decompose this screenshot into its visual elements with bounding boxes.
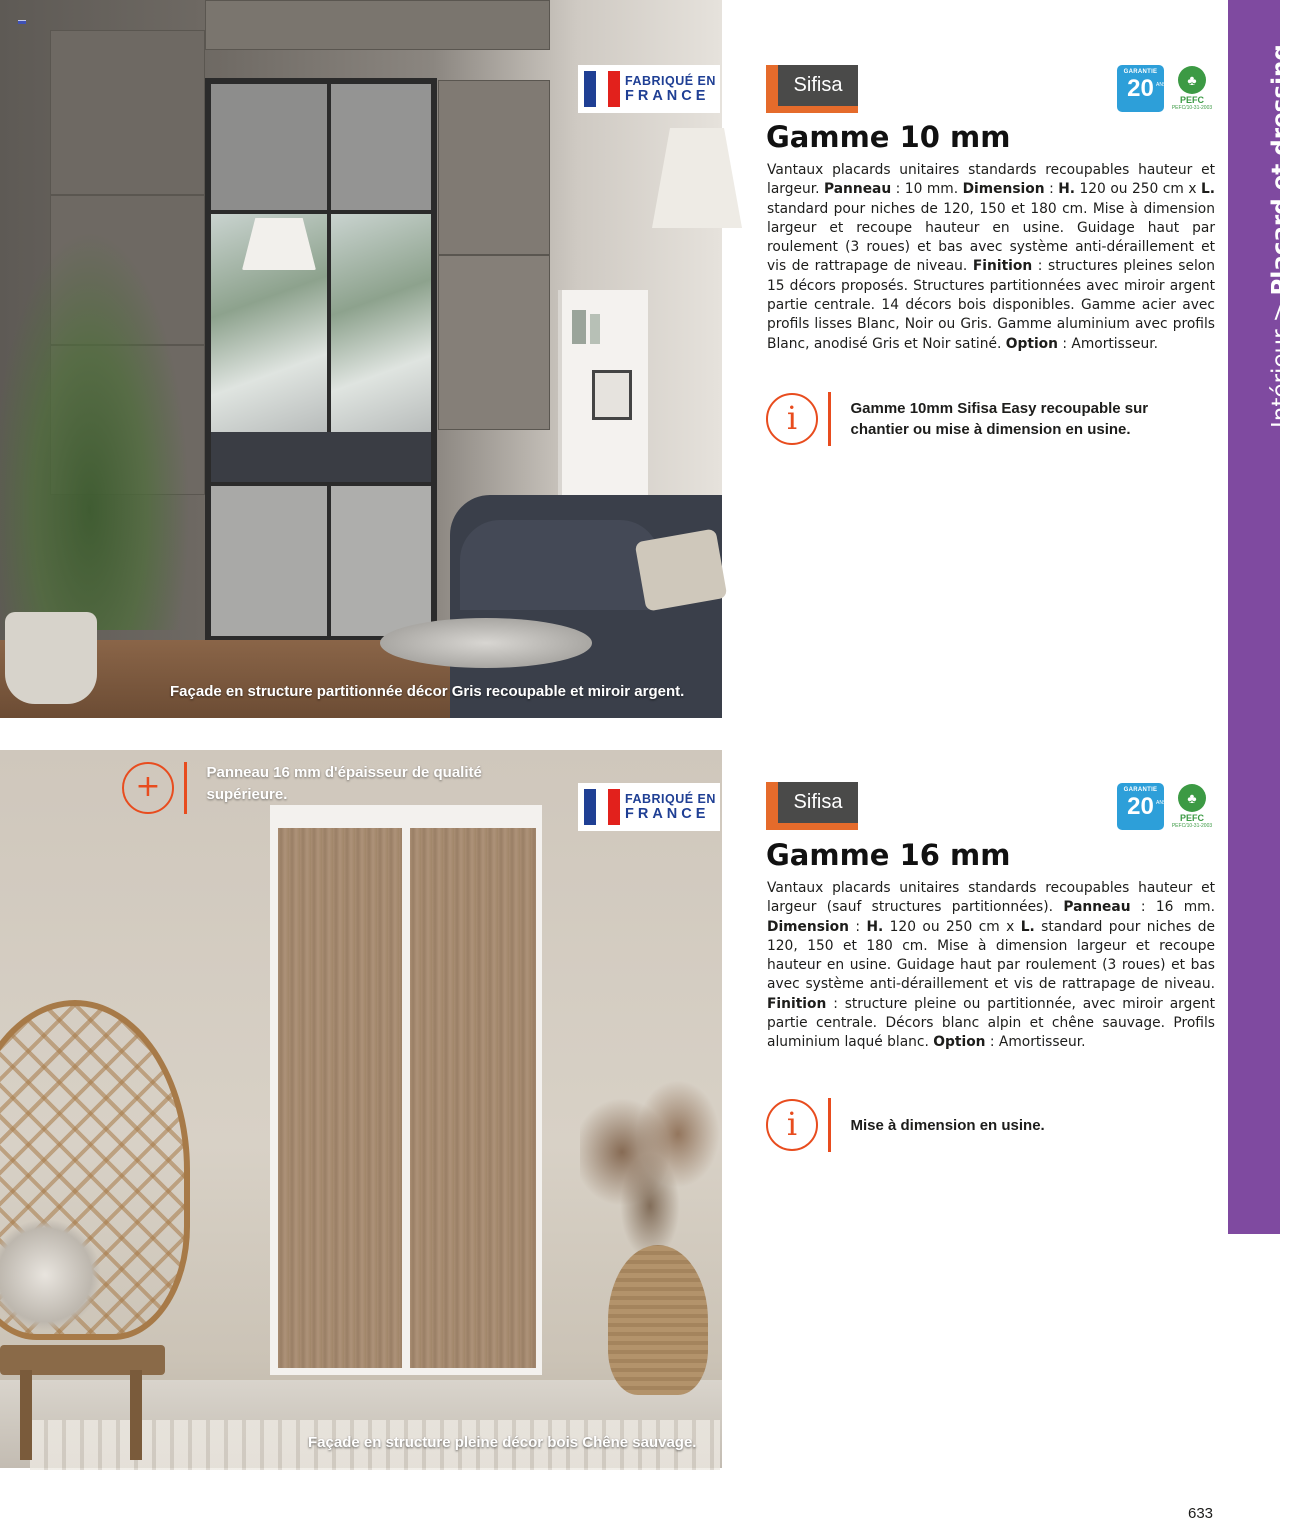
wall-tile [438, 80, 550, 255]
product-photo-16mm [0, 750, 722, 1468]
page-marker-icon [18, 20, 26, 24]
pefc-code: PEFC/10-31-2003 [1171, 823, 1213, 829]
info-note [766, 1098, 1201, 1152]
sliding-door-frame [205, 78, 437, 640]
pampas-grass [580, 1080, 720, 1260]
door-mirror [331, 214, 431, 432]
french-flag-icon [584, 789, 620, 825]
sifisa-logo-strip [778, 106, 858, 113]
door-panel-grey [331, 84, 431, 210]
stool-leg [130, 1370, 142, 1460]
palm-plant [0, 230, 190, 630]
shelf-unit [558, 290, 648, 500]
pefc-badge [1170, 784, 1214, 831]
page-number: 633 [1188, 1505, 1214, 1522]
sofa-back [460, 520, 660, 610]
fur-throw [0, 1220, 100, 1330]
breadcrumb-separator: > [1268, 295, 1294, 330]
shelf-book [572, 310, 586, 344]
sifisa-logo-text: Sifisa [778, 65, 858, 106]
door-panel-grey [211, 486, 327, 636]
sifisa-logo-text: Sifisa [778, 782, 858, 823]
woven-vase [608, 1245, 708, 1395]
guarantee-years: 20 [1127, 793, 1154, 820]
photo-caption: Façade en structure pleine décor bois Chêne sauvage. [308, 1434, 697, 1451]
made-in-france-badge [578, 783, 720, 831]
pefc-label: PEFC [1179, 813, 1204, 823]
guarantee-label: GARANTIE [1123, 787, 1158, 793]
info-icon: i [766, 1099, 818, 1151]
plus-icon: + [122, 762, 174, 814]
guarantee-unit: ANS [1156, 82, 1167, 88]
guarantee-years: 20 [1127, 75, 1154, 102]
wall-tile [50, 30, 205, 195]
info-note-text: Mise à dimension en usine. [850, 1116, 1045, 1134]
plus-divider [184, 762, 187, 814]
guarantee-label: GARANTIE [1123, 69, 1158, 75]
product-title: Gamme 16 mm [766, 838, 1011, 872]
info-note-text: Gamme 10mm Sifisa Easy recoupable sur chantier ou mise à dimension en usine. [850, 400, 1149, 438]
pefc-label: PEFC [1179, 95, 1204, 105]
guarantee-20-years-badge [1117, 65, 1167, 112]
made-in-france-badge [578, 65, 720, 113]
sifisa-logo [766, 65, 858, 113]
door-panel-oak [410, 828, 536, 1368]
france-badge-line1: FABRIQUÉ EN [625, 791, 716, 806]
pefc-code: PEFC/10-31-2003 [1171, 105, 1213, 111]
info-note [766, 392, 1201, 446]
product-description: Vantaux placards unitaires standards recoupables hauteur et largeur. Panneau : 10 mm. Dimension : H. 120 ou 250 cm x L. standard pour niches de 120, 150 et 180 cm. Mise à dimension largeur et recoupe hauteur en usine. Guidage haut par roulement (3 roues) et bas avec système anti-déraillement et vis de rattrapage de niveau. Finition : structures pleines selon 15 décors proposés. Structures partitionnées avec miroir argent partie centrale. 14 décors bois disponibles. Gamme acier avec profils lisses Blanc, Noir ou Gris. Gamme aluminium avec profils Blanc, anodisé Gris et Noir satiné. Option : Amortisseur. [767, 162, 1216, 352]
door-panel-grey [211, 84, 327, 210]
pefc-badge [1170, 66, 1214, 113]
pefc-tree-icon: ♣ [1178, 784, 1206, 812]
guarantee-20-years-badge [1117, 783, 1167, 830]
floor-lamp-shade [652, 128, 742, 228]
product-description: Vantaux placards unitaires standards recoupables hauteur et largeur (sauf structures partitionnées). Panneau : 16 mm. Dimension : H. 120 ou 250 cm x L. standard pour niches de 120, 150 et 180 cm. Mise à dimension largeur et recoupe hauteur en usine. Guidage haut par roulement (3 roues) et bas avec système anti-déraillement et vis de rattrapage de niveau. Finition : structure pleine ou partitionnée, avec miroir argent partie centrale. Décors blanc alpin et chêne sauvage. Profils aluminium laqué blanc. Option : Amortisseur. [767, 880, 1216, 1051]
photo-caption: Façade en structure partitionnée décor Gris recoupable et miroir argent. [170, 683, 685, 700]
france-badge-line2: FRANCE [625, 806, 710, 822]
door-dark-band [211, 432, 431, 482]
wall-tile [438, 255, 550, 430]
coffee-table [380, 618, 592, 668]
info-divider [828, 392, 831, 446]
stool-leg [20, 1370, 32, 1460]
product-title: Gamme 10 mm [766, 120, 1011, 154]
door-panel-grey [331, 486, 431, 636]
sifisa-logo [766, 782, 858, 830]
plus-note-text: Panneau 16 mm d'épaisseur de qualité supérieure. [206, 764, 482, 803]
plus-note [122, 762, 507, 814]
door-divider [402, 820, 410, 1375]
french-flag-icon [584, 71, 620, 107]
plant-pot [5, 612, 97, 704]
breadcrumb-section: Intérieur [1268, 329, 1294, 428]
france-badge-line2: FRANCE [625, 88, 710, 104]
door-panel-oak [278, 828, 402, 1368]
shelf-frame [592, 370, 632, 420]
product-photo-10mm [0, 0, 722, 718]
info-icon: i [766, 393, 818, 445]
category-breadcrumb [1228, 0, 1294, 440]
guarantee-unit: ANS [1156, 800, 1167, 806]
france-badge-line1: FABRIQUÉ EN [625, 73, 716, 88]
wall-tile [205, 0, 550, 50]
sifisa-logo-strip [778, 823, 858, 830]
shelf-book [590, 314, 600, 344]
breadcrumb-category: Placard et dressing [1268, 44, 1294, 296]
info-divider [828, 1098, 831, 1152]
sofa-cushion [635, 528, 728, 611]
pefc-tree-icon: ♣ [1178, 66, 1206, 94]
